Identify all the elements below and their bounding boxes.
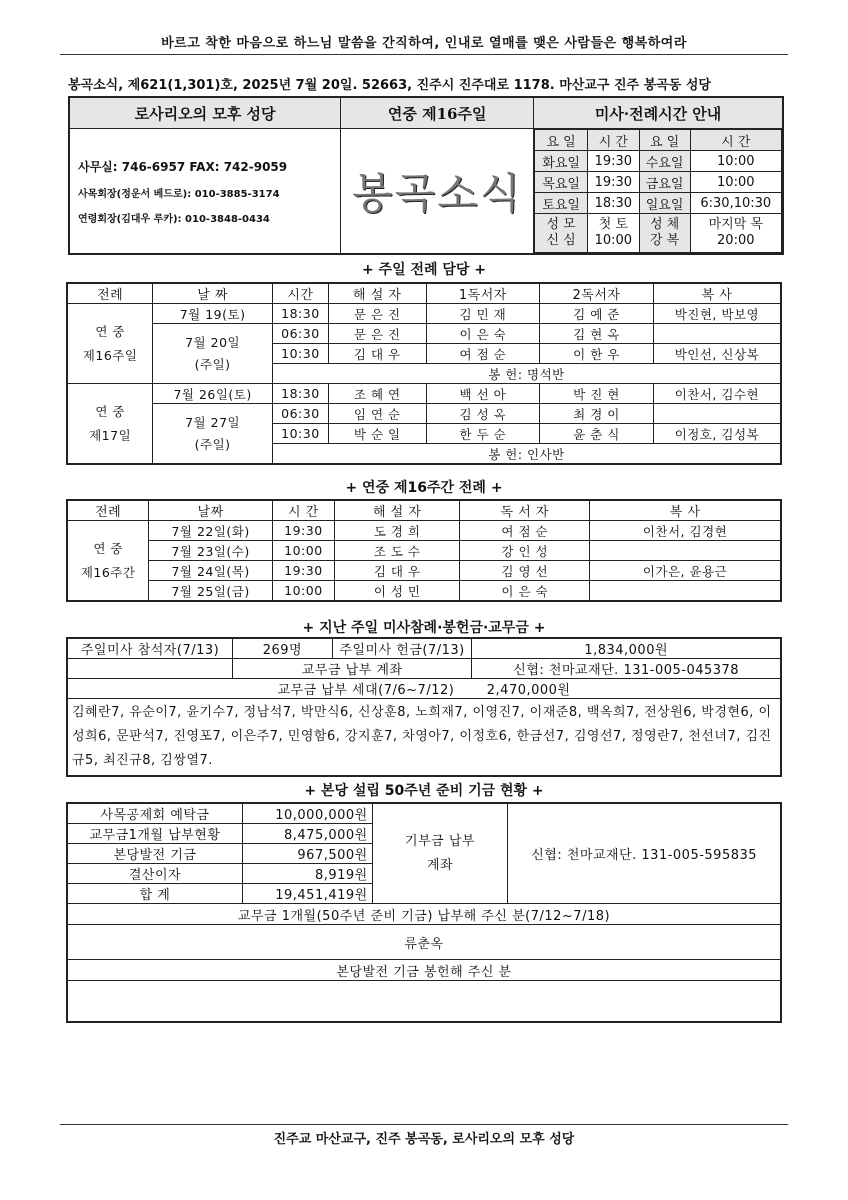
table-cell: 이찬서, 김수현 (653, 384, 781, 404)
table-cell: 박 순 일 (328, 424, 426, 444)
mass-cell: 목요일 (535, 172, 588, 193)
table-row (67, 541, 781, 561)
table-cell: 19:30 (272, 521, 334, 541)
account-value: 신협: 천마교재단. 131-005-045378 (472, 659, 781, 679)
table-cell: 문 은 진 (328, 304, 426, 324)
mass-row (535, 172, 782, 193)
table-cell: 18:30 (272, 304, 328, 324)
table-cell: 7월 25일(금) (149, 581, 273, 602)
mass-cell: 화요일 (535, 151, 588, 172)
table-cell: 여 점 순 (426, 344, 540, 364)
table-cell: 조 혜 연 (328, 384, 426, 404)
contributor-names: 김혜란7, 유순이7, 윤기수7, 정남석7, 박만식6, 신상훈8, 노희재7, 이영진7, 이재준8, 백옥희7, 전상원6, 박경현6, 이성희6, 문판석7, 진영포7, 이은주7, 민영함6, 강지훈7, 차영아7, 이정호6, 한금선7, 김영선7, 정영란7, 천선녀7, 김진규5, 최진규8, 김쌍열7. (67, 699, 781, 777)
mass-header-cell: 시 간 (588, 130, 640, 151)
column-header: 복 사 (590, 500, 781, 521)
mass-row (535, 193, 782, 214)
paper-title: 봉곡소식 (341, 129, 534, 255)
account-label: 교무금 납부 계좌 (233, 659, 472, 679)
households-value: 2,470,000원 (486, 683, 571, 698)
fund-value: 19,451,419원 (242, 884, 372, 904)
sunday-liturgy-table (66, 282, 782, 465)
donation-account: 신협: 천마교재단. 131-005-595835 (508, 803, 781, 904)
mass-schedule-title: 미사·전례시간 안내 (534, 97, 783, 129)
header-table (68, 96, 784, 255)
table-row (67, 304, 781, 324)
elder-contact: 연령회장(김대우 루카): 010-3848-0434 (78, 213, 270, 225)
fund-title: + 본당 설립 50주년 준비 기금 현황 + (304, 783, 544, 799)
table-cell: 7월 22일(화) (149, 521, 273, 541)
contact-info (69, 129, 341, 255)
blank-cell (67, 659, 233, 679)
table-cell: 백 선 아 (426, 384, 540, 404)
fund-value: 8,919원 (242, 864, 372, 884)
table-cell: 이정호, 김성복 (653, 424, 781, 444)
fund-value: 8,475,000원 (242, 824, 372, 844)
column-header: 2독서자 (540, 283, 654, 304)
dev-fund-title: 본당발전 기금 봉헌해 주신 분 (67, 960, 781, 981)
divider (60, 54, 788, 55)
column-header: 날짜 (149, 500, 273, 521)
table-cell: 박인선, 신상복 (653, 344, 781, 364)
table-cell: 이 은 숙 (460, 581, 590, 602)
column-header: 전례 (67, 500, 149, 521)
column-header: 시 간 (272, 500, 334, 521)
table-cell: 김 대 우 (334, 561, 460, 581)
attendance-table (66, 637, 782, 777)
table-cell: 이 성 민 (334, 581, 460, 602)
table-cell: 06:30 (272, 404, 328, 424)
fund-row (67, 803, 781, 824)
fund-label: 사목공제회 예탁금 (67, 803, 242, 824)
table-cell: 이 은 숙 (426, 324, 540, 344)
mass-cell: 18:30 (588, 193, 640, 214)
column-header: 복 사 (653, 283, 781, 304)
table-cell: 조 도 수 (334, 541, 460, 561)
date-cell: 7월 19(토) (153, 304, 273, 324)
mass-header-cell: 요 일 (639, 130, 690, 151)
mass-cell: 19:30 (588, 172, 640, 193)
mass-cell: 금요일 (639, 172, 690, 193)
liturgy-label: 연 중 제16주간 (67, 521, 149, 602)
table-cell: 이 한 우 (540, 344, 654, 364)
attendees-value: 269명 (233, 638, 333, 659)
dev-fund-donors (67, 981, 781, 1023)
table-cell: 김 성 옥 (426, 404, 540, 424)
table-cell (590, 541, 781, 561)
mass-header-cell: 시 간 (690, 130, 781, 151)
issue-line: 봉곡소식, 제621(1,301)호, 2025년 7월 20일. 52663, 진주시 진주대로 1178. 마산교구 진주 봉곡동 성당 (68, 78, 711, 93)
table-cell (653, 404, 781, 424)
date-cell: 7월 26일(토) (153, 384, 273, 404)
mass-cell: 19:30 (588, 151, 640, 172)
table-cell: 문 은 진 (328, 324, 426, 344)
mass-header-cell: 요 일 (535, 130, 588, 151)
mass-times-table (534, 129, 782, 253)
table-cell: 한 두 순 (426, 424, 540, 444)
fund-label: 합 계 (67, 884, 242, 904)
offering-value: 1,834,000원 (472, 638, 781, 659)
table-row (67, 324, 781, 344)
table-cell: 18:30 (272, 384, 328, 404)
mass-cell: 일요일 (639, 193, 690, 214)
column-header: 독 서 자 (460, 500, 590, 521)
chair-contact: 사목회장(정운서 베드로): 010-3885-3174 (78, 188, 280, 200)
table-cell (590, 581, 781, 602)
offering-cell: 봉 헌: 명석반 (272, 364, 781, 384)
parish-name: 로사리오의 모후 성당 (69, 97, 341, 129)
mass-cell: 10:00 (690, 151, 781, 172)
weekday-liturgy-table (66, 499, 782, 602)
divider (60, 1124, 788, 1125)
column-header: 해 설 자 (334, 500, 460, 521)
table-cell: 임 연 순 (328, 404, 426, 424)
column-header: 해 설 자 (328, 283, 426, 304)
week-name: 연중 제16주일 (341, 97, 534, 129)
mass-cell: 마지막 목 20:00 (690, 214, 781, 253)
fund-label: 본당발전 기금 (67, 844, 242, 864)
attendees-label: 주일미사 참석자(7/13) (67, 638, 233, 659)
table-row (67, 581, 781, 602)
date-cell: 7월 27일 (주일) (153, 404, 273, 465)
mass-cell: 성 체 강 복 (639, 214, 690, 253)
donors-title: 교무금 1개월(50주년 준비 기금) 납부해 주신 분(7/12~7/18) (67, 904, 781, 925)
households-row (67, 679, 781, 699)
table-cell: 10:00 (272, 541, 334, 561)
table-cell: 10:00 (272, 581, 334, 602)
table-cell: 이가은, 윤용근 (590, 561, 781, 581)
fund-table (66, 802, 782, 1023)
mass-row (535, 151, 782, 172)
table-cell: 김 영 선 (460, 561, 590, 581)
table-cell: 김 예 준 (540, 304, 654, 324)
column-header: 1독서자 (426, 283, 540, 304)
table-cell: 도 경 희 (334, 521, 460, 541)
table-cell (653, 324, 781, 344)
date-cell: 7월 20일 (주일) (153, 324, 273, 384)
offering-label: 주일미사 헌금(7/13) (332, 638, 472, 659)
table-cell: 10:30 (272, 344, 328, 364)
table-cell: 최 경 이 (540, 404, 654, 424)
attendance-title: + 지난 주일 미사참례·봉헌금·교무금 + (302, 620, 546, 636)
table-cell: 김 대 우 (328, 344, 426, 364)
donation-label: 기부금 납부 계좌 (372, 803, 508, 904)
weekday-liturgy-title: + 연중 제16주간 전례 + (345, 480, 503, 496)
column-header: 시간 (272, 283, 328, 304)
office-contact: 사무실: 746-6957 FAX: 742-9059 (78, 159, 288, 174)
mass-cell: 6:30,10:30 (690, 193, 781, 214)
fund-value: 10,000,000원 (242, 803, 372, 824)
table-cell: 10:30 (272, 424, 328, 444)
mass-times (534, 129, 783, 255)
table-cell: 박진현, 박보영 (653, 304, 781, 324)
table-cell: 이찬서, 김경현 (590, 521, 781, 541)
table-cell: 06:30 (272, 324, 328, 344)
fund-label: 교무금1개월 납부현황 (67, 824, 242, 844)
sunday-liturgy-title: + 주일 전례 담당 + (361, 262, 487, 278)
mass-cell: 첫 토 10:00 (588, 214, 640, 253)
table-cell: 7월 23일(수) (149, 541, 273, 561)
mass-cell: 수요일 (639, 151, 690, 172)
households-label: 교무금 납부 세대(7/6~7/12) (277, 683, 455, 698)
mass-row (535, 214, 782, 253)
table-cell: 김 민 재 (426, 304, 540, 324)
table-row (67, 404, 781, 424)
mass-cell: 토요일 (535, 193, 588, 214)
table-row (67, 561, 781, 581)
donors-list: 류춘옥 (67, 925, 781, 960)
table-cell: 19:30 (272, 561, 334, 581)
column-header: 전례 (67, 283, 153, 304)
table-row (67, 521, 781, 541)
liturgy-label: 연 중 제17일 (67, 384, 153, 465)
table-cell: 강 인 성 (460, 541, 590, 561)
motto: 바르고 착한 마음으로 하느님 말씀을 간직하여, 인내로 열매를 맺은 사람들은 행복하여라 (161, 36, 687, 51)
table-row (67, 384, 781, 404)
mass-cell: 성 모 신 심 (535, 214, 588, 253)
table-cell: 7월 24일(목) (149, 561, 273, 581)
table-cell: 김 현 옥 (540, 324, 654, 344)
liturgy-label: 연 중 제16주일 (67, 304, 153, 384)
table-cell: 박 진 현 (540, 384, 654, 404)
fund-label: 결산이자 (67, 864, 242, 884)
footer: 진주교 마산교구, 진주 봉곡동, 로사리오의 모후 성당 (273, 1132, 575, 1147)
mass-cell: 10:00 (690, 172, 781, 193)
table-cell: 윤 춘 식 (540, 424, 654, 444)
fund-value: 967,500원 (242, 844, 372, 864)
offering-cell: 봉 헌: 인사반 (272, 444, 781, 465)
column-header: 날 짜 (153, 283, 273, 304)
table-cell: 여 점 순 (460, 521, 590, 541)
